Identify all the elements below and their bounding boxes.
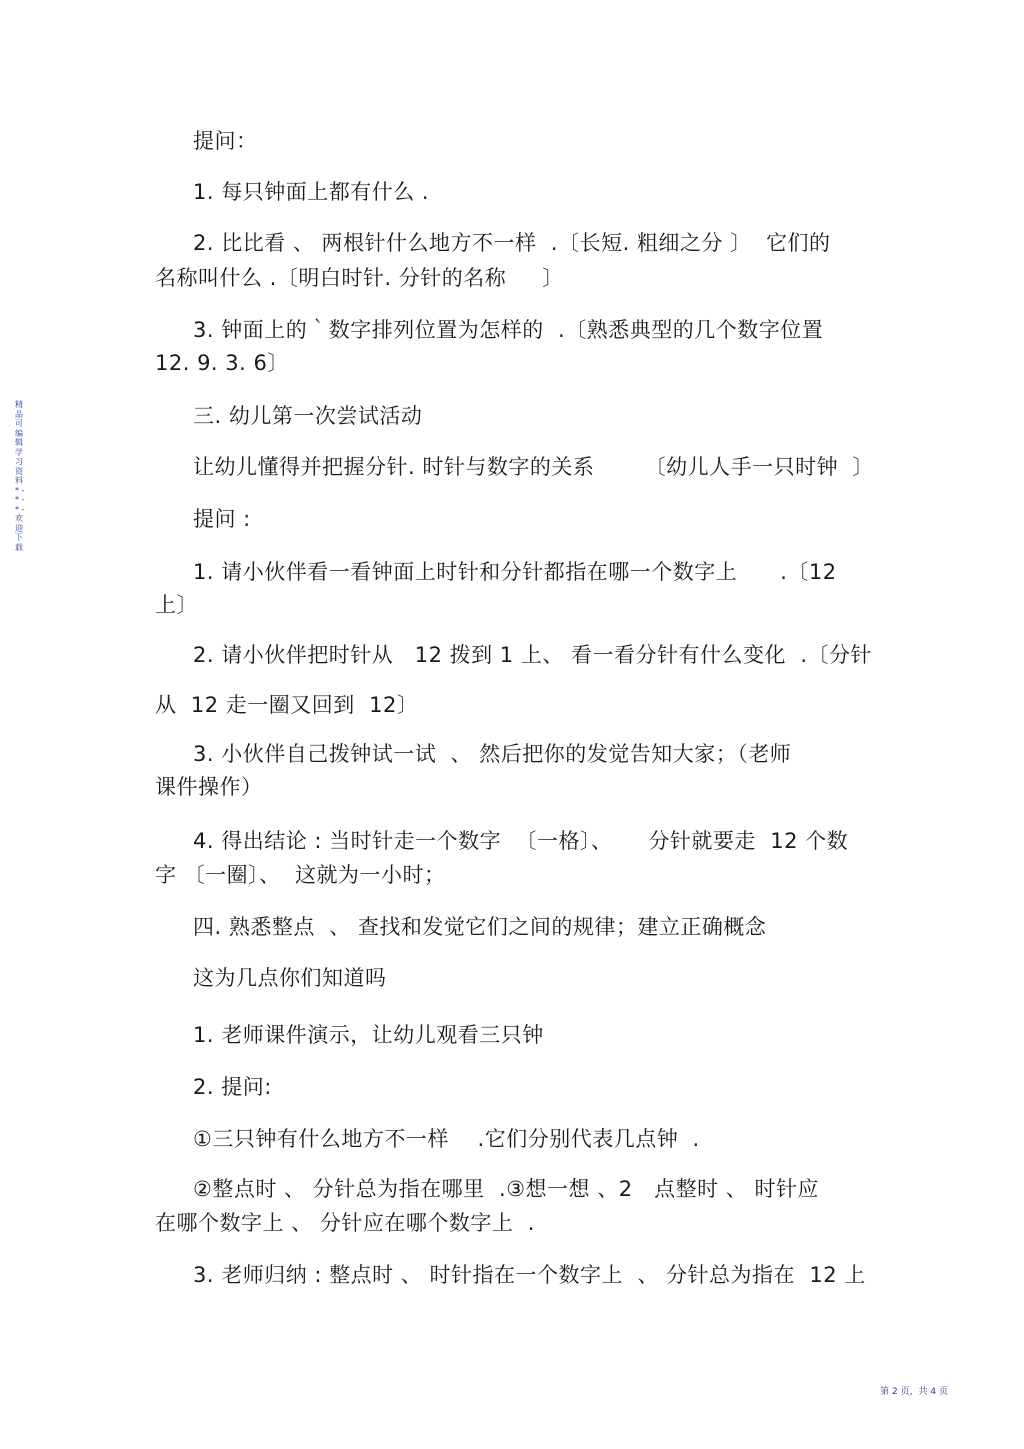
- section-heading: 三. 幼儿第一次尝试活动: [193, 404, 423, 428]
- text-line: 2. 请小伙伴把时针从 12 拨到 1 上、 看一看分针有什么变化 .〔分针: [193, 643, 873, 667]
- text-line: 从 12 走一圈又回到 12〕: [155, 693, 419, 717]
- text-line: 课件操作）: [155, 775, 263, 799]
- text-line: 3. 钟面上的｀数字排列位置为怎样的 .〔熟悉典型的几个数字位置: [193, 318, 824, 342]
- text-line: 2. 提问:: [193, 1075, 272, 1099]
- text-line: 这为几点你们知道吗: [193, 966, 387, 990]
- text-line: 上〕: [155, 593, 198, 617]
- text-line: 3. 小伙伴自己拨钟试一试 、 然后把你的发觉告知大家；（老师: [193, 742, 792, 766]
- text-line: 让幼儿懂得并把握分针. 时针与数字的关系 〔幼儿人手一只时钟 〕: [193, 455, 874, 479]
- text-line: 提问 :: [193, 507, 251, 531]
- text-line: 在哪个数字上 、 分针应在哪个数字上 .: [155, 1211, 535, 1235]
- text-line: 1. 每只钟面上都有什么 .: [193, 180, 430, 204]
- text-line: 1. 请小伙伴看一看钟面上时针和分针都指在哪一个数字上 .〔12: [193, 560, 837, 584]
- text-line: 4. 得出结论 : 当时针走一个数字 〔一格〕、 分针就要走 12 个数: [193, 829, 849, 853]
- text-line: ②整点时 、 分针总为指在哪里 .③想一想 、2 点整时 、 时针应: [193, 1177, 819, 1201]
- text-line: 名称叫什么 .〔明白时针. 分针的名称 〕: [155, 266, 564, 290]
- text-line: 12. 9. 3. 6〕: [155, 351, 289, 375]
- text-line: 1. 老师课件演示，让幼儿观看三只钟: [193, 1023, 544, 1047]
- page-number-footer: 第 2 页，共 4 页: [880, 1387, 948, 1397]
- side-watermark-note: 精品可编辑学习资料 * - * - * - 欢迎下载: [15, 400, 25, 552]
- text-line: 2. 比比看 、 两根针什么地方不一样 .〔长短. 粗细之分 〕 它们的: [193, 231, 831, 255]
- text-line: 提问：: [193, 129, 258, 153]
- section-heading: 四. 熟悉整点 、 查找和发觉它们之间的规律；建立正确概念: [193, 915, 767, 939]
- text-line: ①三只钟有什么地方不一样 .它们分别代表几点钟 .: [193, 1127, 700, 1151]
- text-line: 字 〔一圈〕、 这就为一小时；: [155, 863, 446, 887]
- text-line: 3. 老师归纳 : 整点时 、 时针指在一个数字上 、 分针总为指在 12 上: [193, 1263, 866, 1287]
